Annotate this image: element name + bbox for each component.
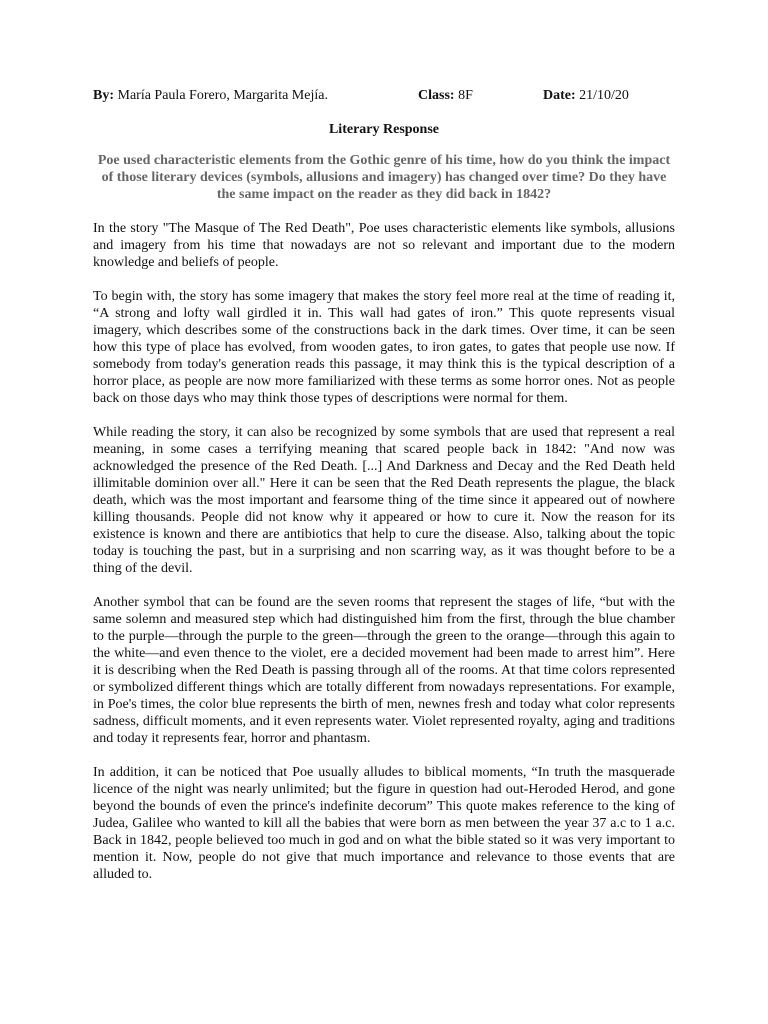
class-value: 8F [458, 88, 473, 103]
document-title: Literary Response [328, 122, 440, 137]
class-field [418, 86, 473, 106]
document-page [93, 86, 675, 883]
date-label: Date: [543, 88, 576, 103]
paragraph-imagery: To begin with, the story has some imagery that makes the story feel more real at the time of reading it, “A strong and lofty wall girdled it in. This wall had gates of iron.” This quote represents visual imagery, which describes some of the constructions back in the dark times. Over time, it can be seen how this type of place has evolved, from wooden gates, to iron gates, to gates that people use now. If somebody from today's generation reads this passage, it may think this is the typical description of a horror place, as people are now more familiarized with these terms as some horror ones. Not as people back on those days who may think those types of descriptions were normal for them. [93, 289, 675, 406]
document-header [93, 86, 675, 106]
paragraph-symbols-red-death: While reading the story, it can also be recognized by some symbols that are used that represent a real meaning, in some cases a terrifying meaning that scared people back in 1842: "And now was acknowledged the presence of the Red Death. [...] And Darkness and Decay and the Red Death held illimitable dominion over all." Here it can be seen that the Red Death represents the plague, the black death, which was the most important and fearsome thing of the time since it appeared out of nowhere killing thousands. People did not know why it appeared or how to cure it. Now the reason for its existence is known and there are antibiotics that help to cure the disease. Also, talking about the topic today is touching the past, but in a surprising and non scarring way, as it was thought before to be a thing of the devil. [93, 425, 675, 576]
paragraph-introduction: In the story "The Masque of The Red Death", Poe uses characteristic elements like symbols, allusions and imagery from his time that nowadays are not so relevant and important due to the modern knowledge and beliefs of people. [93, 221, 675, 270]
class-label: Class: [418, 88, 455, 103]
author-label: By: [93, 88, 114, 103]
author-value: María Paula Forero, Margarita Mejía. [117, 88, 328, 103]
date-value: 21/10/20 [579, 88, 629, 103]
paragraph-allusions: In addition, it can be noticed that Poe usually alludes to biblical moments, “In truth the masquerade licence of the night was nearly unlimited; but the figure in question had out-Heroded Herod, and gone beyond the bounds of even the prince's indefinite decorum” This quote makes reference to the king of Judea, Galilee who wanted to kill all the babies that were born as men between the year 37 a.c to 1 a.c. Back in 1842, people believed too much in god and on what the bible stated so it was very important to mention it. Now, people do not give that much importance and relevance to those events that are alluded to. [93, 765, 675, 882]
date-field [543, 86, 629, 106]
prompt-question: Poe used characteristic elements from the Gothic genre of his time, how do you think the impact of those literary devices (symbols, allusions and imagery) has changed over time? Do they have the same impact on the reader as they did back in 1842? [97, 153, 671, 202]
paragraph-symbols-seven-rooms: Another symbol that can be found are the seven rooms that represent the stages of life, “but with the same solemn and measured step which had distinguished him from the first, through the blue chamber to the purple—through the purple to the green—through the green to the orange—through this again to the white—and even thence to the violet, ere a decided movement had been made to arrest him”. Here it is describing when the Red Death is passing through all of the rooms. At that time colors represented or symbolized different things which are totally different from nowadays representations. For example, in Poe's times, the color blue represents the birth of men, newnes fresh and today what color represents sadness, difficult moments, and it even represents water. Violet represented royalty, aging and traditions and today it represents fear, horror and phantasm. [93, 595, 675, 746]
author-field [93, 86, 328, 106]
